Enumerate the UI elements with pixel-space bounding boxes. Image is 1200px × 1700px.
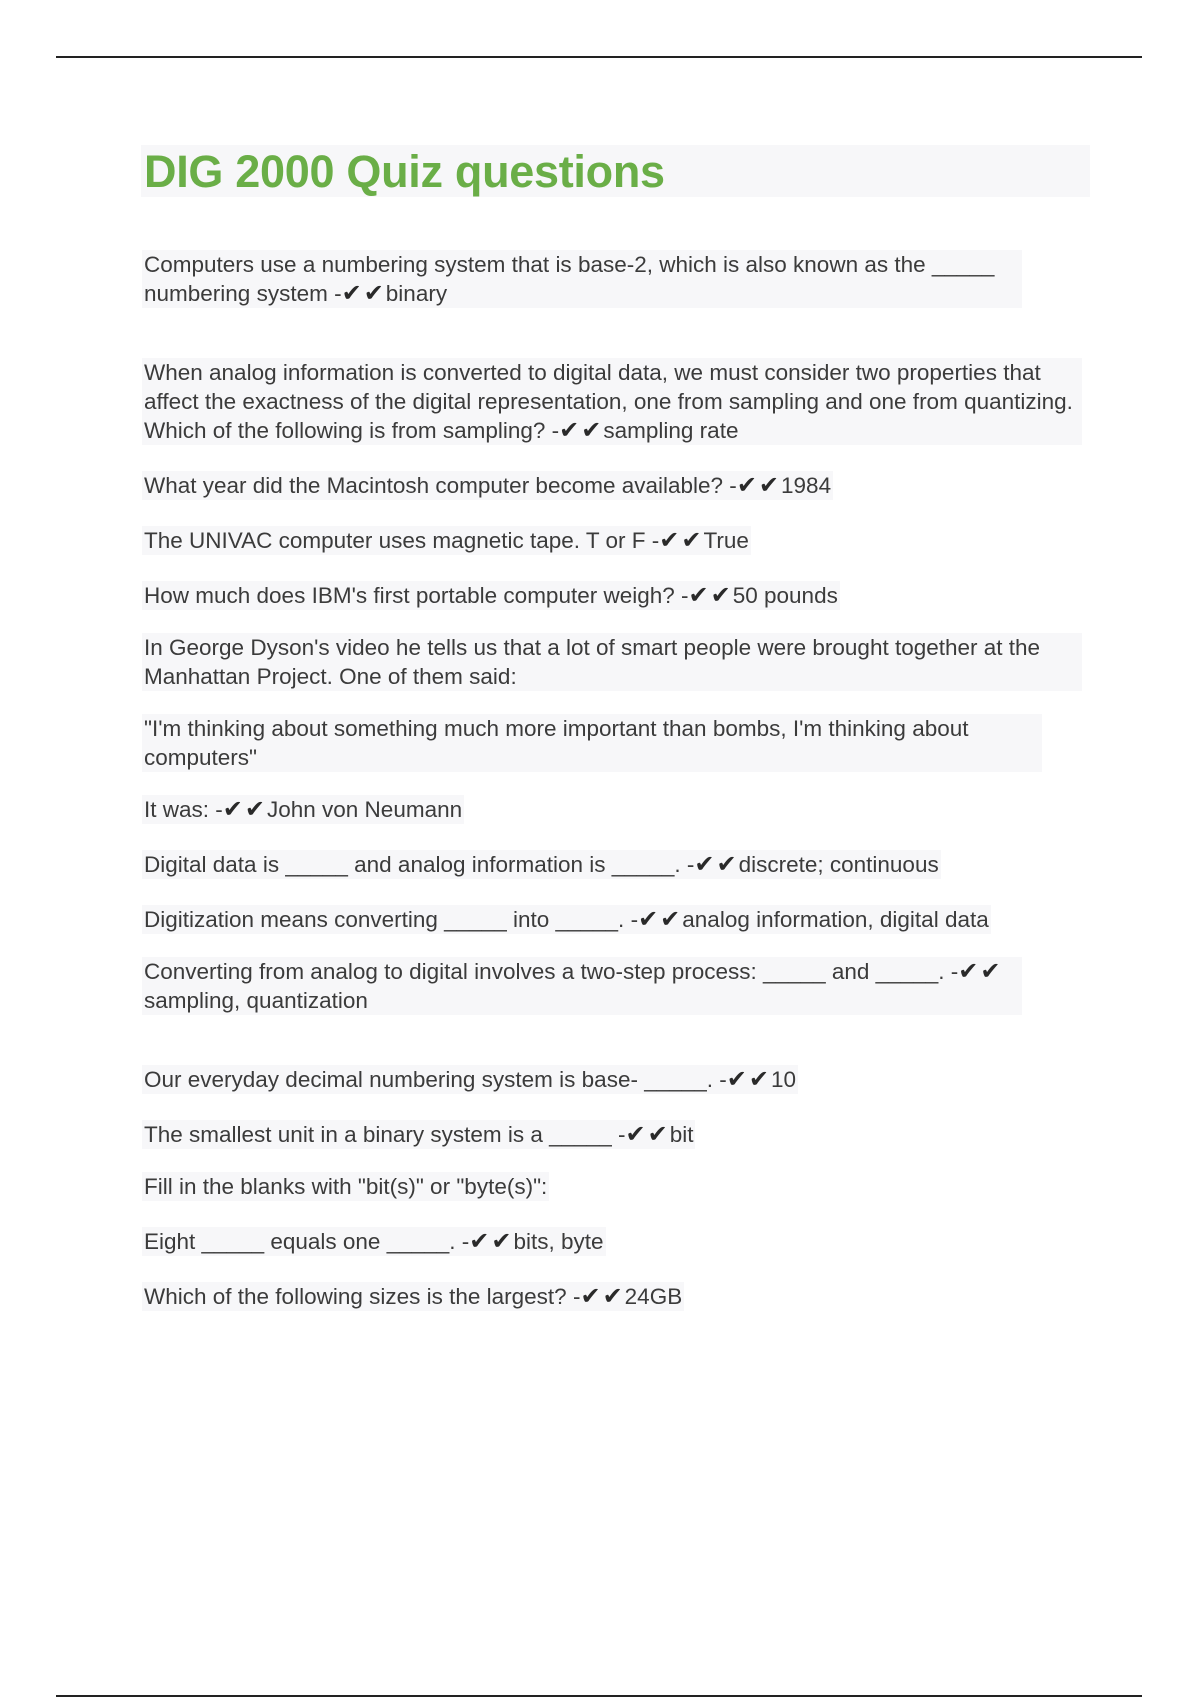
question-text: It was: - xyxy=(144,797,223,822)
question-text: Eight _____ equals one _____. - xyxy=(144,1229,470,1254)
answer-text: 1984 xyxy=(781,473,832,498)
quote-item xyxy=(142,714,1042,772)
double-check-icon: ✔✔ xyxy=(341,280,386,307)
double-check-icon: ✔✔ xyxy=(694,851,739,878)
qa-item xyxy=(142,957,1022,1015)
question-text: How much does IBM's first portable computer weigh? - xyxy=(144,583,689,608)
double-check-icon: ✔✔ xyxy=(958,958,1003,985)
answer-text: sampling rate xyxy=(603,418,739,443)
double-check-icon: ✔✔ xyxy=(726,1066,771,1093)
question-text: Computers use a numbering system that is base-2, which is also known as the _____ numbering system - xyxy=(144,252,995,306)
qa-item xyxy=(142,1172,549,1201)
answer-text: 10 xyxy=(770,1067,797,1092)
double-check-icon: ✔✔ xyxy=(580,1283,625,1310)
qa-item xyxy=(142,905,991,934)
double-check-icon: ✔✔ xyxy=(638,906,683,933)
qa-item xyxy=(142,850,941,879)
bottom-rule xyxy=(56,1695,1142,1697)
double-check-icon: ✔✔ xyxy=(559,417,604,444)
qa-item xyxy=(142,526,751,555)
answer-text: bits, byte xyxy=(513,1229,604,1254)
double-check-icon: ✔✔ xyxy=(659,527,704,554)
qa-item xyxy=(142,633,1082,691)
question-text: Our everyday decimal numbering system is base- _____. - xyxy=(144,1067,727,1092)
answer-text: True xyxy=(703,528,749,553)
qa-item xyxy=(142,581,840,610)
answer-text: discrete; continuous xyxy=(738,852,939,877)
question-text: When analog information is converted to digital data, we must consider two properties that affect the exactness of the digital representation, one from sampling and one from quantizing. Which of the following is from sampling? - xyxy=(144,360,1073,443)
top-rule xyxy=(56,56,1142,58)
question-text: What year did the Macintosh computer become available? - xyxy=(144,473,737,498)
qa-list xyxy=(144,250,1094,1311)
quote-text: "I'm thinking about something much more important than bombs, I'm thinking about computers" xyxy=(144,716,969,770)
qa-item xyxy=(142,1282,684,1311)
question-text: Converting from analog to digital involves a two-step process: _____ and _____. - xyxy=(144,959,959,984)
qa-item xyxy=(142,358,1082,445)
answer-text: 24GB xyxy=(624,1284,683,1309)
qa-item xyxy=(142,471,833,500)
qa-item xyxy=(142,1065,798,1094)
double-check-icon: ✔✔ xyxy=(469,1228,514,1255)
qa-item xyxy=(142,1227,606,1256)
qa-item xyxy=(142,795,464,824)
answer-text: sampling, quantization xyxy=(144,988,368,1013)
document-title: DIG 2000 Quiz questions xyxy=(144,146,665,197)
question-text: Which of the following sizes is the largest? - xyxy=(144,1284,581,1309)
qa-item xyxy=(142,250,1022,308)
double-check-icon: ✔✔ xyxy=(625,1121,670,1148)
double-check-icon: ✔✔ xyxy=(688,582,733,609)
question-text: In George Dyson's video he tells us that a lot of smart people were brought together at the Manhattan Project. One of them said: xyxy=(144,635,1041,689)
answer-text: bit xyxy=(669,1122,694,1147)
double-check-icon: ✔✔ xyxy=(736,472,782,499)
question-text: The smallest unit in a binary system is a _____ - xyxy=(144,1122,626,1147)
answer-text: analog information, digital data xyxy=(682,907,989,932)
answer-text: John von Neumann xyxy=(266,797,463,822)
question-text: Digitization means converting _____ into _____. - xyxy=(144,907,639,932)
double-check-icon: ✔✔ xyxy=(222,796,267,823)
answer-text: 50 pounds xyxy=(732,583,838,608)
document-body xyxy=(144,145,1094,1311)
question-text: The UNIVAC computer uses magnetic tape. T or F - xyxy=(144,528,660,553)
question-text: Fill in the blanks with "bit(s)" or "byte(s)": xyxy=(144,1174,548,1199)
title-band xyxy=(141,145,1090,197)
qa-item xyxy=(142,1120,695,1149)
question-text: Digital data is _____ and analog information is _____. - xyxy=(144,852,695,877)
answer-text: binary xyxy=(385,281,448,306)
